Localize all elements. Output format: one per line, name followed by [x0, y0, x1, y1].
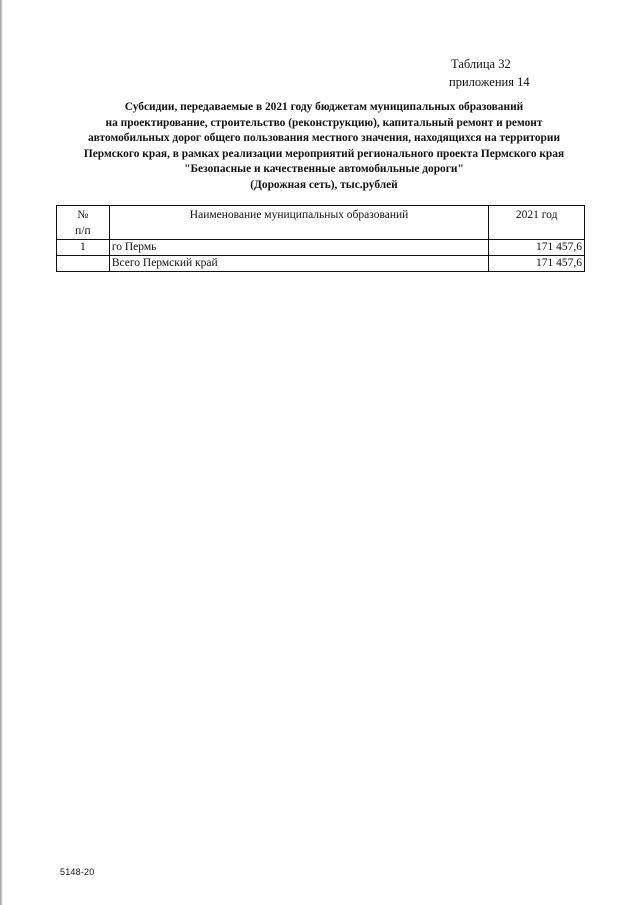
header-number-abbrev: п/п [75, 225, 91, 237]
row-number: 1 [57, 240, 110, 256]
column-header-number [57, 206, 110, 240]
row-number [57, 256, 110, 272]
column-header-name: Наименование муниципальных образований [109, 206, 489, 240]
municipality-name: го Пермь [109, 240, 489, 256]
title-line: "Безопасные и качественные автомобильные дороги" [184, 163, 464, 176]
scan-edge [0, 0, 3, 905]
total-label: Всего Пермский край [109, 256, 489, 272]
table-header-row [57, 206, 585, 240]
title-line: (Дорожная сеть), тыс.рублей [250, 178, 398, 191]
document-title [58, 100, 590, 194]
appendix-label: приложения 14 [449, 75, 530, 89]
title-line: Субсидии, передаваемые в 2021 году бюджетам муниципальных образований [124, 101, 524, 113]
title-line: Пермского края, в рамках реализации мероприятий регионального проекта Пермского края [83, 147, 565, 160]
table-number-label: Таблица 32 [451, 57, 511, 71]
table-total-row [57, 256, 585, 272]
header-number-symbol: № [77, 209, 89, 221]
title-line: автомобильных дорог общего пользования местного значения, находящихся на территории [87, 132, 561, 145]
total-amount: 171 457,6 [489, 256, 585, 272]
subsidy-amount: 171 457,6 [489, 240, 585, 256]
title-line: на проектирование, строительство (реконструкцию), капитальный ремонт и ремонт [105, 116, 543, 129]
table-caption [449, 55, 569, 91]
column-header-year: 2021 год [489, 206, 585, 240]
table-row [57, 240, 585, 256]
document-code: 5148-20 [60, 867, 95, 877]
subsidy-table [56, 205, 585, 272]
